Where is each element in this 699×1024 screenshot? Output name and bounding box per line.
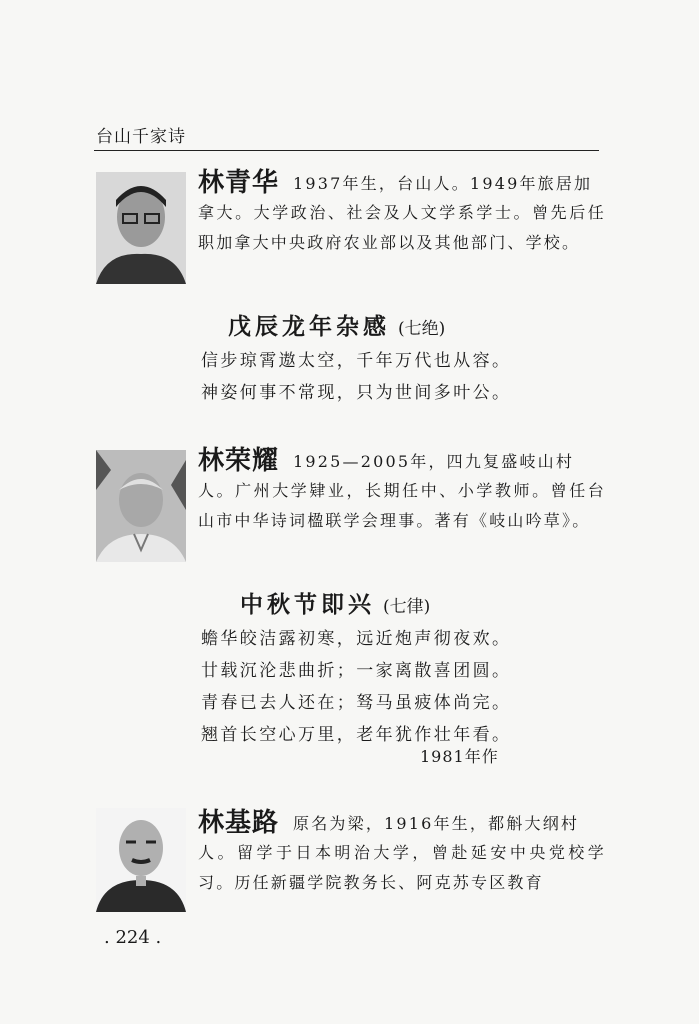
poem-title-1	[0, 308, 699, 341]
bio-text-start: 原名为梁，1916年生，都斛大纲村	[293, 814, 580, 833]
person-name: 林荣耀	[198, 446, 280, 476]
header-rule	[94, 150, 599, 151]
poem-date: 1981年作	[420, 747, 499, 766]
bio-first-line	[198, 446, 606, 477]
portrait-photo-3	[96, 808, 186, 912]
portrait-photo-2	[96, 450, 186, 562]
bio-entry-3	[96, 808, 606, 918]
bio-text-start: 1937年生，台山人。1949年旅居加	[293, 174, 593, 193]
person-name: 林青华	[198, 168, 280, 198]
person-name: 林基路	[198, 808, 280, 838]
poem-title-text: 中秋节即兴	[240, 592, 375, 618]
page-number: . 224 .	[104, 927, 162, 948]
portrait-man-shaved-head-icon	[96, 808, 186, 912]
running-header: 台山千家诗	[96, 127, 186, 147]
bio-text-rest: 人。留学于日本明治大学，曾赴延安中央党校学习。历任新疆学院教务长、阿克苏专区教育	[198, 843, 606, 892]
poem-line: 神姿何事不常现，只为世间多叶公。	[201, 383, 512, 403]
poem-form: (七律)	[383, 597, 431, 617]
bio-first-line	[198, 168, 606, 199]
portrait-elderly-man-icon	[96, 450, 186, 562]
poem-form: (七绝)	[398, 319, 446, 339]
bio-entry-1	[96, 168, 606, 288]
poem-line: 蟾华皎洁露初寒，远近炮声彻夜欢。	[201, 629, 512, 649]
bio-text-rest: 拿大。大学政治、社会及人文学系学士。曾先后任职加拿大中央政府农业部以及其他部门、学校。	[198, 203, 606, 252]
poem-line: 翘首长空心万里，老年犹作壮年看。	[201, 725, 512, 745]
bio-text-start: 1925—2005年，四九复盛岐山村	[293, 452, 575, 471]
poem-line: 青春已去人还在；驽马虽疲体尚完。	[201, 693, 512, 713]
portrait-photo-1	[96, 172, 186, 284]
poem-title-text: 戊辰龙年杂感	[228, 314, 390, 340]
bio-text-rest: 人。广州大学肄业，长期任中、小学教师。曾任台山市中华诗词楹联学会理事。著有《岐山吟草》。	[198, 481, 606, 530]
bio-entry-2	[96, 446, 606, 566]
portrait-man-glasses-icon	[96, 172, 186, 284]
poem-line: 廿载沉沦悲曲折；一家离散喜团圆。	[201, 661, 512, 681]
poem-line: 信步琼霄遨太空，千年万代也从容。	[201, 351, 512, 371]
poem-title-2	[0, 586, 699, 619]
bio-first-line	[198, 808, 606, 839]
